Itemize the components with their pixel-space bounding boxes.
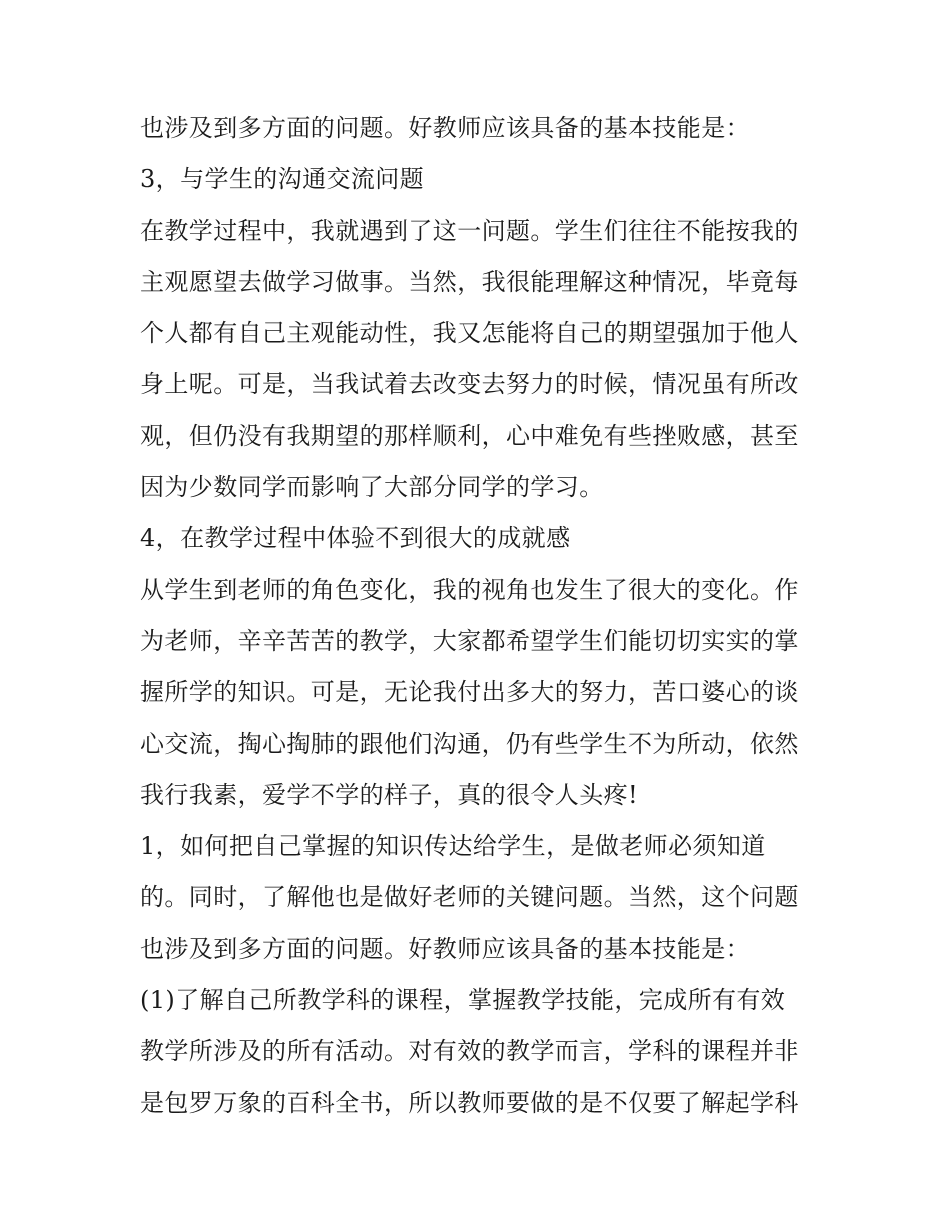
text-line: 从学生到老师的角色变化，我的视角也发生了很大的变化。作 xyxy=(140,575,799,604)
text-line: 是包罗万象的百科全书，所以教师要做的是不仅要了解起学科 xyxy=(140,1088,799,1117)
text-line: 观，但仍没有我期望的那样顺利，心中难免有些挫败感，甚至 xyxy=(140,421,799,450)
text-line: 因为少数同学而影响了大部分同学的学习。 xyxy=(140,473,604,502)
text-line: 的。同时，了解他也是做好老师的关键问题。当然，这个问题 xyxy=(140,883,799,912)
section-heading: 1，如何把自己掌握的知识传达给学生，是做老师必须知道 xyxy=(140,832,766,861)
text-line: 也涉及到多方面的问题。好教师应该具备的基本技能是： xyxy=(140,934,750,963)
section-heading: 4，在教学过程中体验不到很大的成就感 xyxy=(140,524,571,553)
text-line: 心交流，掏心掏肺的跟他们沟通，仍有些学生不为所动，依然 xyxy=(140,729,799,758)
text-line: 个人都有自己主观能动性，我又怎能将自己的期望强加于他人 xyxy=(140,319,799,348)
document-body xyxy=(140,103,830,1129)
text-line: 也涉及到多方面的问题。好教师应该具备的基本技能是： xyxy=(140,114,750,142)
text-line: (1)了解自己所教学科的课程，掌握教学技能，完成所有有效 xyxy=(140,986,786,1015)
section-heading: 3，与学生的沟通交流问题 xyxy=(140,165,425,194)
text-line: 身上呢。可是，当我试着去改变去努力的时候，情况虽有所改 xyxy=(140,370,799,399)
text-line: 在教学过程中，我就遇到了这一问题。学生们往往不能按我的 xyxy=(140,216,799,245)
text-line: 我行我素，爱学不学的样子，真的很令人头疼! xyxy=(140,780,639,809)
text-line: 握所学的知识。可是，无论我付出多大的努力，苦口婆心的谈 xyxy=(140,678,799,707)
text-line: 主观愿望去做学习做事。当然，我很能理解这种情况，毕竟每 xyxy=(140,267,799,296)
text-line: 教学所涉及的所有活动。对有效的教学而言，学科的课程并非 xyxy=(140,1037,799,1066)
text-line: 为老师，辛辛苦苦的教学，大家都希望学生们能切切实实的掌 xyxy=(140,626,799,655)
